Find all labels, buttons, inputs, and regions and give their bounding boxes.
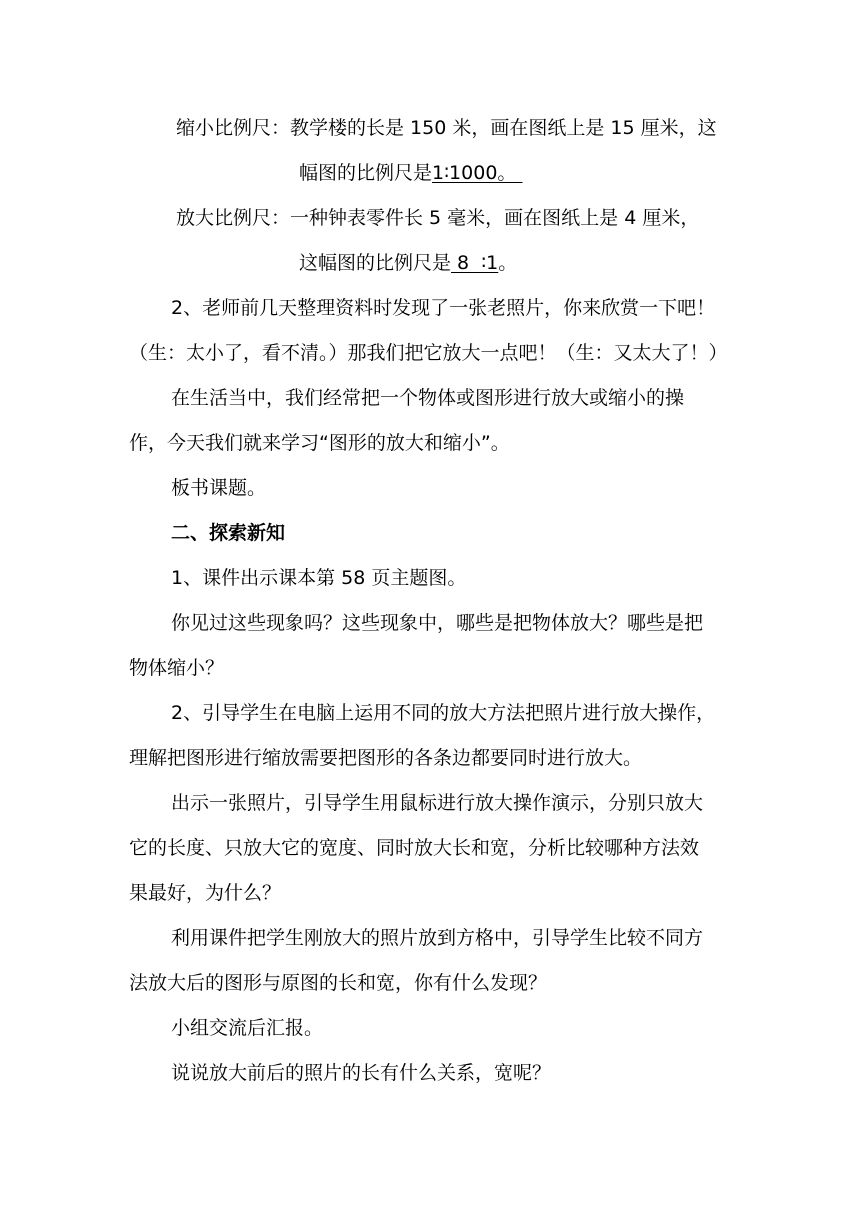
section-heading-explore	[171, 521, 285, 545]
paragraph-grid-line-1	[171, 926, 703, 950]
paragraph-grid-text-2: 法放大后的图形与原图的长和宽，你有什么发现？	[129, 972, 548, 994]
reduce-scale-label: 缩小比例尺：	[176, 117, 291, 139]
paragraph-board-text: 板书课题。	[171, 477, 267, 499]
paragraph-show-line-2	[129, 836, 699, 860]
paragraph-guide-line-2	[129, 746, 642, 770]
paragraph-group-text: 小组交流后汇报。	[171, 1017, 324, 1039]
paragraph-guide-text-2: 理解把图形进行缩放需要把图形的各条边都要同时进行放大。	[129, 747, 643, 769]
paragraph-courseware-text: 1、课件出示课本第 58 页主题图。	[171, 567, 467, 589]
paragraph-question-text-2: 物体缩小？	[129, 657, 225, 679]
paragraph-grid-line-2	[129, 971, 547, 995]
paragraph-photo-text-2: （生：太小了，看不清。）那我们把它放大一点吧！（生：又太大了！）	[129, 342, 728, 364]
paragraph-courseware	[171, 566, 466, 590]
paragraph-show-line-1	[171, 791, 703, 815]
enlarge-scale-prefix: 这幅图的比例尺是	[299, 252, 452, 274]
paragraph-question-line-1	[171, 611, 703, 635]
enlarge-scale-suffix: 。	[498, 252, 518, 274]
paragraph-show-text-1: 出示一张照片，引导学生用鼠标进行放大操作演示，分别只放大	[171, 792, 704, 814]
enlarge-scale-line	[176, 206, 699, 230]
paragraph-life-line-1	[171, 386, 684, 410]
paragraph-photo-line-1	[171, 296, 733, 320]
reduce-scale-continuation	[299, 161, 522, 185]
paragraph-talk	[171, 1061, 551, 1085]
reduce-scale-answer: 1∶1000。	[432, 162, 523, 184]
paragraph-talk-text: 说说放大前后的照片的长有什么关系，宽呢？	[171, 1062, 552, 1084]
enlarge-scale-label: 放大比例尺：	[176, 207, 291, 229]
paragraph-life-text-1: 在生活当中，我们经常把一个物体或图形进行放大或缩小的操	[171, 387, 685, 409]
reduce-scale-prefix: 幅图的比例尺是	[299, 162, 433, 184]
paragraph-show-text-2: 它的长度、只放大它的宽度、同时放大长和宽，分析比较哪种方法效	[129, 837, 700, 859]
paragraph-guide-text-1: 2、引导学生在电脑上运用不同的放大方法把照片进行放大操作，	[171, 702, 716, 724]
paragraph-life-text-2: 作，今天我们就来学习“图形的放大和缩小”。	[129, 432, 510, 454]
paragraph-show-line-3	[129, 881, 281, 905]
paragraph-photo-line-2	[129, 341, 728, 365]
reduce-scale-line	[176, 116, 717, 140]
paragraph-question-line-2	[129, 656, 224, 680]
paragraph-board	[171, 476, 266, 500]
enlarge-scale-text: 一种钟表零件长 5 毫米，画在图纸上是 4 厘米，	[290, 207, 700, 229]
paragraph-life-line-2	[129, 431, 510, 455]
paragraph-grid-text-1: 利用课件把学生刚放大的照片放到方格中，引导学生比较不同方	[171, 927, 704, 949]
reduce-scale-text: 教学楼的长是 150 米，画在图纸上是 15 厘米，这	[290, 117, 717, 139]
section-heading-text: 二、探索新知	[171, 522, 286, 544]
paragraph-guide-line-1	[171, 701, 715, 725]
paragraph-photo-text-1: 2、老师前几天整理资料时发现了一张老照片，你来欣赏一下吧！	[171, 297, 716, 319]
paragraph-show-text-3: 果最好，为什么？	[129, 882, 282, 904]
paragraph-question-text-1: 你见过这些现象吗？这些现象中，哪些是把物体放大？哪些是把	[171, 612, 704, 634]
paragraph-group	[171, 1016, 323, 1040]
enlarge-scale-continuation	[299, 251, 517, 275]
enlarge-scale-answer: 8 ∶1	[451, 252, 499, 274]
